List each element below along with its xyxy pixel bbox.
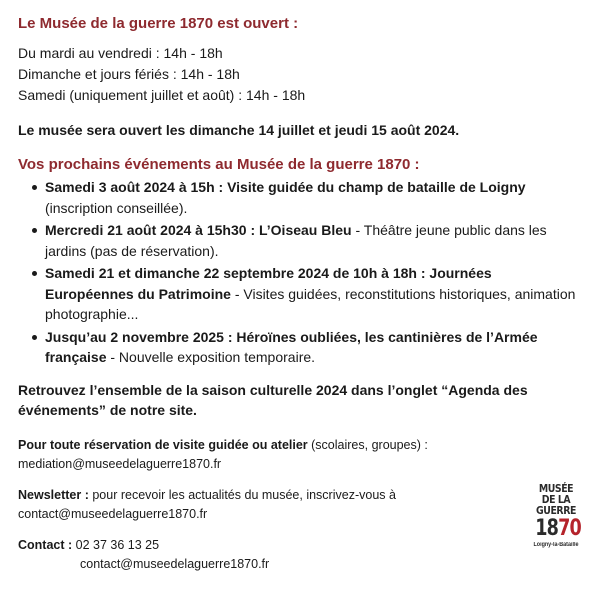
event-item [18,327,584,368]
reservation-email[interactable]: mediation@museedelaguerre1870.fr [18,456,222,471]
reservation-label: Pour toute réservation de visite guidée ou atelier [18,437,308,452]
logo-year [535,516,581,541]
event-item [18,263,584,325]
event-title: Mercredi 21 août 2024 à 15h30 : L’Oiseau Bleu [45,222,352,238]
logo-line-1: MUSÉE [538,482,574,495]
event-title: Samedi 21 et dimanche 22 septembre 2024 de 10h à 18h : Journées Européennes du Patrimoine [45,265,492,302]
newsletter-email[interactable]: contact@museedelaguerre1870.fr [18,506,208,521]
logo-line-2: DE LA [541,493,571,506]
special-opening-notice: Le musée sera ouvert les dimanche 14 juillet et jeudi 15 août 2024. [18,122,460,138]
page-content [18,14,584,574]
reservation-text: (scolaires, groupes) : [307,437,428,452]
newsletter-text: pour recevoir les actualités du musée, inscrivez-vous à [88,487,396,502]
hours-weekdays: Du mardi au vendredi : 14h - 18h [18,45,223,61]
contact-email[interactable]: contact@museedelaguerre1870.fr [80,556,270,571]
events-heading: Vos prochains événements au Musée de la guerre 1870 : [18,156,420,173]
opening-hours [18,43,584,106]
event-detail: - Visites guidées, reconstitutions historiques, animation photographie... [45,285,576,322]
event-title: Samedi 3 août 2024 à 15h : Visite guidée du champ de bataille de Loigny [45,179,526,195]
event-item [18,177,584,218]
contact-label: Contact : [18,537,73,552]
event-title: Jusqu’au 2 novembre 2025 : Héroïnes oubliées, les cantinières de l’Armée française [45,328,538,365]
contact-phone[interactable]: 02 37 36 13 25 [72,537,160,552]
logo-year-part-2: 70 [558,516,581,541]
event-item [18,220,584,261]
logo-line-3: GUERRE [536,504,576,517]
museum-logo [530,483,582,583]
event-detail: - Nouvelle exposition temporaire. [106,349,316,365]
event-detail: - Théâtre jeune public dans les jardins (pas de réservation). [45,222,547,259]
contact-info [18,536,584,574]
reservation-info [18,436,584,474]
season-info: Retrouvez l’ensemble de la saison culturelle 2024 dans l’onglet “Agenda des événements” de notre site. [18,381,528,418]
newsletter-info [18,486,584,524]
hours-saturday: Samedi (uniquement juillet et août) : 14h - 18h [18,87,306,103]
event-detail: (inscription conseillée). [45,199,188,216]
events-list [18,177,584,368]
opening-heading: Le Musée de la guerre 1870 est ouvert : [18,15,299,32]
logo-year-part-1: 18 [535,516,559,541]
logo-place: Loigny-la-Bataille [533,542,579,548]
newsletter-label: Newsletter : [18,487,89,502]
hours-sundays-holidays: Dimanche et jours fériés : 14h - 18h [18,66,240,82]
